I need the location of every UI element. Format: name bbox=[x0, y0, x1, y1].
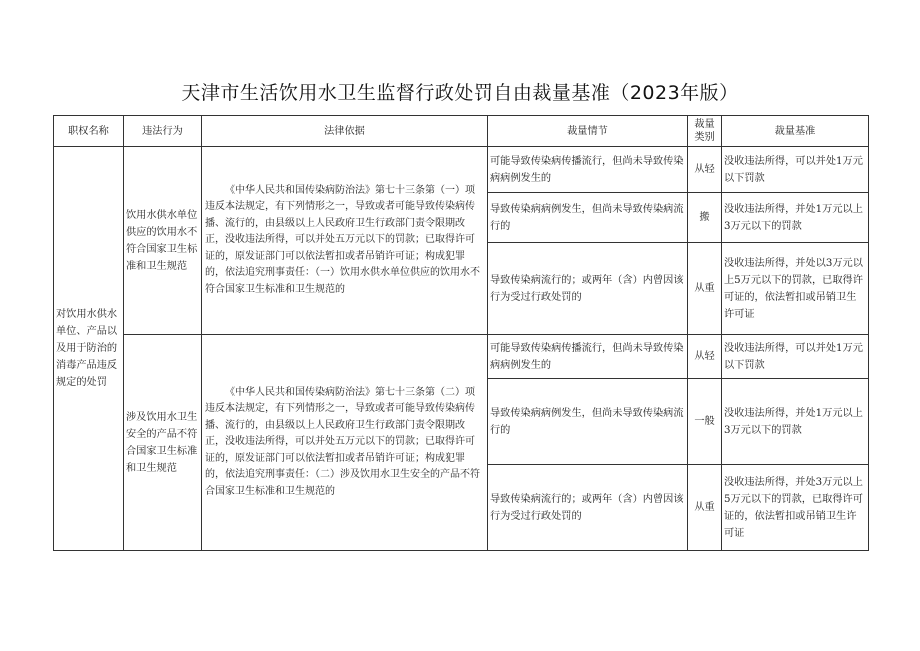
standard-cell: 没收违法所得，可以并处1万元以下罚款 bbox=[722, 335, 869, 379]
violation-cell: 饮用水供水单位供应的饮用水不符合国家卫生标准和卫生规范 bbox=[124, 147, 202, 335]
header-circumstance: 裁量情节 bbox=[488, 116, 688, 147]
table-row bbox=[54, 335, 869, 379]
standard-cell: 没收违法所得，并处以3万元以上5万元以下的罚款，已取得许可证的，依法暂扣或吊销卫生许可证 bbox=[722, 243, 869, 335]
header-standard: 裁量基准 bbox=[722, 116, 869, 147]
category-cell: 从重 bbox=[688, 465, 722, 551]
document-title: 天津市生活饮用水卫生监督行政处罚自由裁量基准（2023年版） bbox=[181, 82, 739, 104]
legal-basis-cell: 《中华人民共和国传染病防治法》第七十三条第（一）项违反本法规定，有下列情形之一，导致或者可能导致传染病传播、流行的，由县级以上人民政府卫生行政部门责令限期改正，没收违法所得，可以并处五万元以下的罚款；已取得许可证的，原发证部门可以依法暂扣或者吊销许可证；构成犯罪的，依法追究刑事责任：（一）饮用水供水单位供应的饮用水不符合国家卫生标准和卫生规范的 bbox=[202, 147, 488, 335]
header-authority: 职权名称 bbox=[54, 116, 124, 147]
standard-cell: 没收违法所得，并处1万元以上3万元以下的罚款 bbox=[722, 379, 869, 465]
violation-cell: 涉及饮用水卫生安全的产品不符合国家卫生标准和卫生规范 bbox=[124, 335, 202, 551]
table-header-row bbox=[54, 116, 869, 147]
category-cell: 从重 bbox=[688, 243, 722, 335]
category-cell: 搬 bbox=[688, 193, 722, 243]
circumstance-cell: 导致传染病流行的；或两年（含）内曾因该行为受过行政处罚的 bbox=[488, 243, 688, 335]
circumstance-cell: 导致传染病病例发生，但尚未导致传染病流行的 bbox=[488, 193, 688, 243]
category-cell: 从轻 bbox=[688, 335, 722, 379]
legal-basis-cell: 《中华人民共和国传染病防治法》第七十三条第（二）项违反本法规定，有下列情形之一，导致或者可能导致传染病传播、流行的，由县级以上人民政府卫生行政部门责令限期改正，没收违法所得，可以并处五万元以下的罚款；已取得许可证的，原发证部门可以依法暂扣或者吊销许可证；构成犯罪的，依法追究刑事责任：（二）涉及饮用水卫生安全的产品不符合国家卫生标准和卫生规范的 bbox=[202, 335, 488, 551]
category-cell: 一般 bbox=[688, 379, 722, 465]
circumstance-cell: 可能导致传染病传播流行，但尚未导致传染病病例发生的 bbox=[488, 335, 688, 379]
header-legal-basis: 法律依据 bbox=[202, 116, 488, 147]
table-row bbox=[54, 147, 869, 193]
standard-cell: 没收违法所得，并处1万元以上3万元以下的罚款 bbox=[722, 193, 869, 243]
standard-cell: 没收违法所得，可以并处1万元以下罚款 bbox=[722, 147, 869, 193]
authority-cell: 对饮用水供水单位、产品以及用于防治的消毒产品违反规定的处罚 bbox=[54, 147, 124, 551]
circumstance-cell: 可能导致传染病传播流行，但尚未导致传染病病例发生的 bbox=[488, 147, 688, 193]
circumstance-cell: 导致传染病病例发生，但尚未导致传染病流行的 bbox=[488, 379, 688, 465]
circumstance-cell: 导致传染病流行的；或两年（含）内曾因该行为受过行政处罚的 bbox=[488, 465, 688, 551]
penalty-standard-table bbox=[53, 115, 869, 551]
category-cell: 从轻 bbox=[688, 147, 722, 193]
standard-cell: 没收违法所得，并处3万元以上5万元以下的罚款，已取得许可证的，依法暂扣或吊销卫生许可证 bbox=[722, 465, 869, 551]
header-violation: 违法行为 bbox=[124, 116, 202, 147]
header-category: 裁量类别 bbox=[688, 116, 722, 147]
